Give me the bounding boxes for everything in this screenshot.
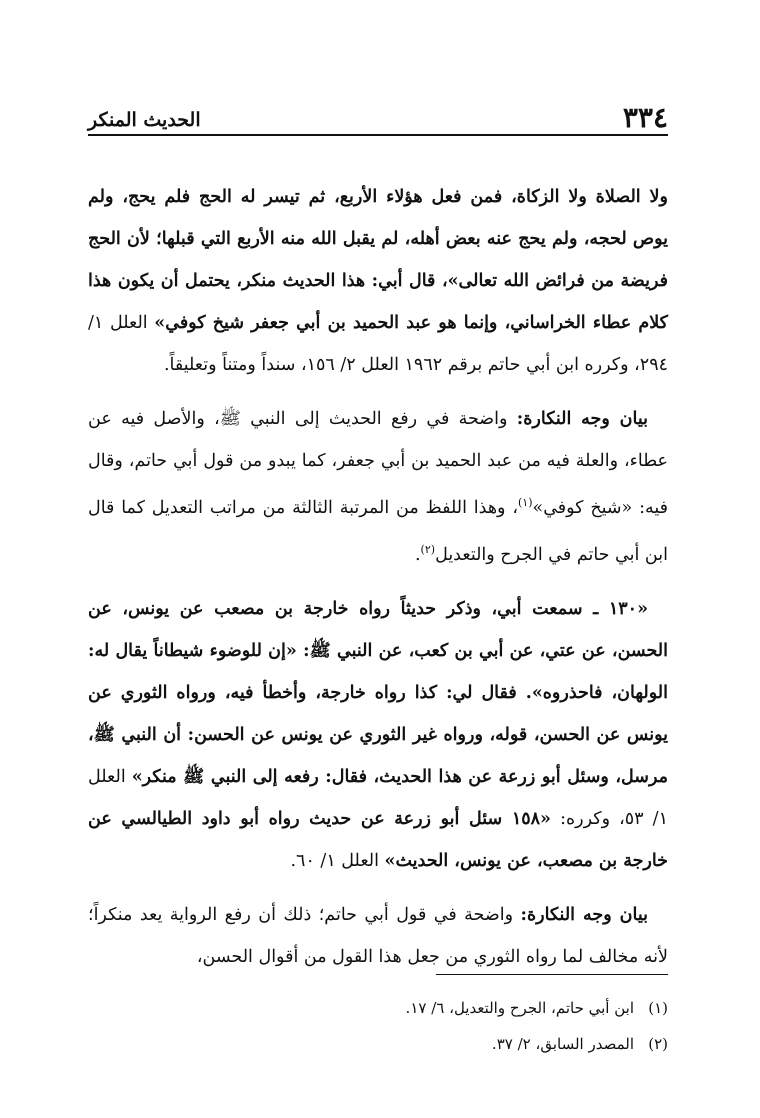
footnotes — [88, 990, 668, 1062]
footnote-number: (١) — [648, 999, 668, 1017]
footnote-ref-1[interactable]: (١) — [517, 496, 533, 509]
citation-text: العلل ١/ ٢٩٤، وكرره ابن أبي حاتم برقم ١٩٦٢ العلل ٢/ ١٥٦، سنداً ومتناً وتعليقاً. — [88, 313, 668, 375]
citation-text: العلل ١/ ٦٠. — [290, 850, 385, 871]
quote-text: ولا الصلاة ولا الزكاة، فمن فعل هؤلاء الأربع، ثم تيسر له الحج فلم يحج، ولم يوص لحجه، ولم يحج عنه بعض أهله، لم يقبل الله منه الأربع التي قبلها؛ لأن الحج فريضة من فرائض الله تعالى»، قال أبي: هذا الحديث منكر، يحتمل أن يكون هذا كلام عطاء الخراساني، وإنما هو عبد الحميد بن أبي جعفر شيخ كوفي» — [88, 187, 668, 333]
paragraph-text: ، وهذا اللفظ من المرتبة الثالثة من مراتب التعديل كما قال ابن أبي حاتم في الجرح والتعديل — [88, 497, 668, 565]
paragraph-lead: بيان وجه النكارة: — [520, 904, 648, 925]
body-text — [88, 176, 668, 990]
footnote-item — [88, 990, 668, 1026]
paragraph-text: واضحة في قول أبي حاتم؛ ذلك أن رفع الرواية يعد منكراً؛ لأنه مخالف لما رواه الثوري من جعل هذا القول من أقوال الحسن، — [88, 904, 668, 967]
citation-text: العلل ١/ ٥٣، وكرره: — [88, 766, 668, 829]
footnote-text: المصدر السابق، ٢/ ٣٧. — [491, 1035, 634, 1053]
footnote-ref-2[interactable]: (٢) — [420, 542, 436, 556]
paragraph-3 — [88, 588, 668, 882]
page-header — [88, 92, 668, 132]
quote-text: «١٣٠ ـ سمعت أبي، وذكر حديثاً رواه خارجة بن مصعب عن يونس، عن الحسن، عن عتي، عن أبي بن كعب، عن النبي ﷺ: «إن للوضوء شيطاناً يقال له: الولهان، فاحذروه». فقال لي: كذا رواه خارجة، وأخطأ فيه، ورواه الثوري عن يونس عن الحسن، قوله، ورواه غير الثوري عن يونس عن الحسن: أن النبي ﷺ، مرسل، وسئل أبو زرعة عن هذا الحديث، فقال: رفعه إلى النبي ﷺ منكر» — [88, 598, 668, 787]
footnote-number: (٢) — [648, 1035, 668, 1053]
page-number: ٣٣٤ — [622, 101, 668, 134]
paragraph-text: . — [414, 544, 421, 565]
footnote-item — [88, 1026, 668, 1062]
paragraph-text: واضحة في رفع الحديث إلى النبي ﷺ، والأصل فيه عن عطاء، والعلة فيه من عبد الحميد بن أبي جعفر، كما يبدو من قول أبي حاتم، وقال فيه: «شيخ كوفي» — [88, 409, 669, 518]
running-title: الحديث المنكر — [88, 109, 201, 131]
paragraph-4 — [88, 894, 668, 978]
paragraph-1 — [88, 176, 668, 386]
quote-text: «١٥٨ سئل أبو زرعة عن حديث رواه أبو داود الطيالسي عن خارجة بن مصعب، عن يونس، الحديث» — [88, 808, 668, 871]
footnote-rule — [436, 974, 668, 975]
header-rule — [88, 134, 668, 136]
paragraph-lead: بيان وجه النكارة: — [516, 409, 648, 429]
footnote-text: ابن أبي حاتم، الجرح والتعديل، ٦/ ١٧. — [405, 999, 634, 1017]
paragraph-2 — [88, 398, 668, 576]
